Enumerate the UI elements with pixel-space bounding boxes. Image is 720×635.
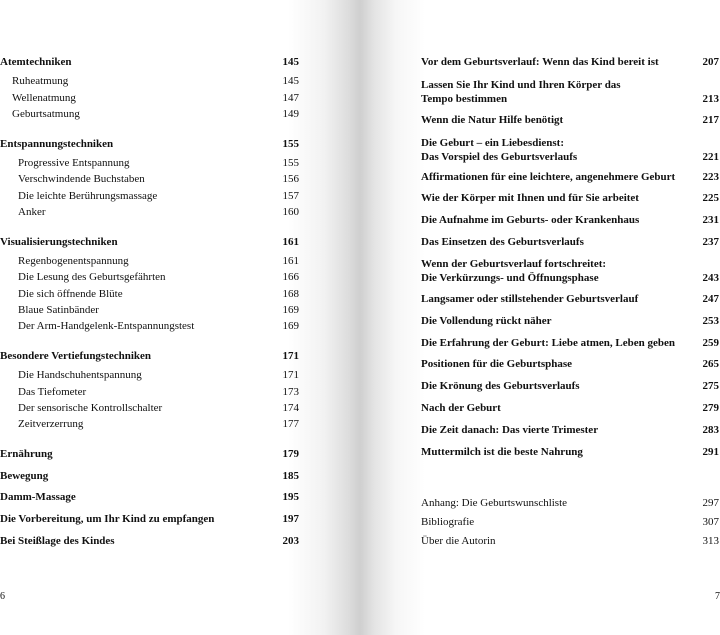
toc-title: Die Krönung des Geburtsverlaufs xyxy=(421,380,580,392)
toc-entry xyxy=(0,534,299,548)
toc-page-number: 253 xyxy=(702,315,719,327)
toc-title: Bei Steißlage des Kindes xyxy=(0,535,115,547)
toc-entry xyxy=(0,385,299,399)
toc-entry xyxy=(0,349,299,363)
toc-entry xyxy=(421,257,719,285)
toc-page-number: 213 xyxy=(702,93,719,105)
toc-title: Damm-Massage xyxy=(0,491,76,503)
toc-title: Visualisierungstechniken xyxy=(0,236,118,248)
toc-page-number: 231 xyxy=(702,214,719,226)
toc-page-number: 223 xyxy=(702,171,719,183)
toc-page-number: 166 xyxy=(282,271,299,283)
toc-entry xyxy=(421,401,719,415)
toc-page-number: 161 xyxy=(282,236,299,248)
toc-title: Der Arm-Handgelenk-Entspannungstest xyxy=(18,320,195,332)
toc-entry xyxy=(421,235,719,249)
toc-entry xyxy=(421,423,719,437)
toc-title: Progressive Entspannung xyxy=(18,157,130,169)
toc-title: Geburtsatmung xyxy=(12,108,80,120)
toc-entry xyxy=(0,319,299,333)
toc-title: Positionen für die Geburtsphase xyxy=(421,358,573,370)
right-page xyxy=(360,0,720,635)
toc-page-number: 145 xyxy=(282,75,299,87)
toc-page-number: 197 xyxy=(282,513,299,525)
toc-entry xyxy=(0,254,299,268)
toc-entry xyxy=(0,490,299,504)
toc-page-number: 174 xyxy=(282,402,299,414)
toc-entry xyxy=(0,107,299,121)
toc-page-number: 307 xyxy=(702,516,719,528)
toc-title: Verschwindende Buchstaben xyxy=(18,173,145,185)
toc-entry xyxy=(0,205,299,219)
toc-page-number: 195 xyxy=(282,491,299,503)
toc-entry xyxy=(421,191,719,205)
toc-title: Bibliografie xyxy=(421,516,475,528)
toc-entry xyxy=(0,303,299,317)
toc-title: Lassen Sie Ihr Kind und Ihren Körper das Tempo bestimmen xyxy=(421,79,621,105)
toc-entry xyxy=(0,417,299,431)
toc-title: Die Lesung des Geburtsgefährten xyxy=(18,271,166,283)
toc-title: Ernährung xyxy=(0,448,53,460)
toc-page-number: 283 xyxy=(702,424,719,436)
toc-title: Wenn die Natur Hilfe benötigt xyxy=(421,114,564,126)
toc-entry xyxy=(421,55,719,69)
toc-title: Über die Autorin xyxy=(421,535,496,547)
page-number: 7 xyxy=(715,591,720,602)
toc-entry xyxy=(0,156,299,170)
toc-page-number: 243 xyxy=(702,272,719,284)
toc-entry xyxy=(0,447,299,461)
toc-entry xyxy=(421,357,719,371)
toc-page-number: 237 xyxy=(702,236,719,248)
toc-page-number: 177 xyxy=(282,418,299,430)
toc-page-number: 291 xyxy=(702,446,719,458)
toc-entry xyxy=(421,213,719,227)
toc-page-number: 160 xyxy=(282,206,299,218)
toc-title: Zeitverzerrung xyxy=(18,418,84,430)
toc-page-number: 207 xyxy=(702,56,719,68)
toc-entry xyxy=(421,445,719,459)
toc-entry xyxy=(0,469,299,483)
page-number: 6 xyxy=(0,591,5,602)
toc-title: Die Zeit danach: Das vierte Trimester xyxy=(421,424,599,436)
toc-page-number: 156 xyxy=(282,173,299,185)
toc-page-number: 161 xyxy=(282,255,299,267)
toc-page-number: 225 xyxy=(702,192,719,204)
toc-page-number: 297 xyxy=(702,497,719,509)
toc-title: Der sensorische Kontrollschalter xyxy=(18,402,163,414)
toc-title: Die Handschuhentspannung xyxy=(18,369,142,381)
toc-entry xyxy=(421,515,719,529)
toc-page-number: 313 xyxy=(702,535,719,547)
toc-entry xyxy=(0,401,299,415)
toc-page-number: 247 xyxy=(702,293,719,305)
toc-entry xyxy=(421,113,719,127)
toc-title: Anhang: Die Geburtswunschliste xyxy=(421,497,568,509)
toc-page-number: 168 xyxy=(282,288,299,300)
toc-entry xyxy=(0,512,299,526)
toc-entry xyxy=(0,172,299,186)
toc-entry xyxy=(421,336,719,350)
toc-page-number: 145 xyxy=(282,56,299,68)
toc-title: Die Vollendung rückt näher xyxy=(421,315,552,327)
toc-title: Ruheatmung xyxy=(12,75,69,87)
toc-title: Die leichte Berührungsmassage xyxy=(18,190,158,202)
toc-entry xyxy=(421,314,719,328)
toc-title: Die sich öffnende Blüte xyxy=(18,288,123,300)
toc-page-number: 171 xyxy=(282,350,299,362)
toc-entry xyxy=(421,496,719,510)
toc-entry xyxy=(421,379,719,393)
toc-page-number: 275 xyxy=(702,380,719,392)
toc-entry xyxy=(0,137,299,151)
toc-title: Wellenatmung xyxy=(12,92,76,104)
toc-page-number: 173 xyxy=(282,386,299,398)
toc-page-number: 147 xyxy=(282,92,299,104)
toc-entry xyxy=(0,74,299,88)
toc-title: Muttermilch ist die beste Nahrung xyxy=(421,446,583,458)
toc-page-number: 169 xyxy=(282,320,299,332)
toc-title: Bewegung xyxy=(0,470,49,482)
toc-entry xyxy=(0,368,299,382)
toc-page-number: 157 xyxy=(282,190,299,202)
toc-page-number: 221 xyxy=(702,151,719,163)
toc-title: Das Einsetzen des Geburtsverlaufs xyxy=(421,236,584,248)
toc-title: Nach der Geburt xyxy=(421,402,501,414)
toc-title: Affirmationen für eine leichtere, angenehmere Geburt xyxy=(421,171,676,183)
toc-entry xyxy=(0,270,299,284)
toc-title: Wenn der Geburtsverlauf fortschreitet: Die Verkürzungs- und Öffnungsphase xyxy=(421,258,607,284)
toc-page-number: 265 xyxy=(702,358,719,370)
toc-title: Die Erfahrung der Geburt: Liebe atmen, Leben geben xyxy=(421,337,676,349)
toc-page-number: 171 xyxy=(282,369,299,381)
toc-title: Die Geburt – ein Liebesdienst: Das Vorspiel des Geburtsverlaufs xyxy=(421,137,578,163)
toc-page-number: 155 xyxy=(282,138,299,150)
toc-page-number: 217 xyxy=(702,114,719,126)
toc-title: Wie der Körper mit Ihnen und für Sie arbeitet xyxy=(421,192,639,204)
toc-entry xyxy=(0,235,299,249)
toc-entry xyxy=(421,534,719,548)
toc-page-number: 149 xyxy=(282,108,299,120)
toc-page-number: 203 xyxy=(282,535,299,547)
toc-entry xyxy=(0,55,299,69)
toc-title: Die Vorbereitung, um Ihr Kind zu empfangen xyxy=(0,513,215,525)
toc-page-number: 179 xyxy=(282,448,299,460)
toc-title: Anker xyxy=(18,206,46,218)
toc-title: Blaue Satinbänder xyxy=(18,304,99,316)
toc-title: Atemtechniken xyxy=(0,56,72,68)
toc-page-number: 155 xyxy=(282,157,299,169)
toc-entry xyxy=(0,287,299,301)
toc-entry xyxy=(421,78,719,106)
toc-page-number: 259 xyxy=(702,337,719,349)
toc-entry xyxy=(421,292,719,306)
toc-page-number: 279 xyxy=(702,402,719,414)
toc-title: Besondere Vertiefungstechniken xyxy=(0,350,152,362)
toc-entry xyxy=(0,91,299,105)
toc-title: Langsamer oder stillstehender Geburtsverlauf xyxy=(421,293,639,305)
toc-title: Das Tiefometer xyxy=(18,386,87,398)
toc-page-number: 169 xyxy=(282,304,299,316)
toc-title: Die Aufnahme im Geburts- oder Krankenhaus xyxy=(421,214,640,226)
toc-entry xyxy=(421,136,719,164)
toc-title: Entspannungstechniken xyxy=(0,138,114,150)
toc-title: Regenbogenentspannung xyxy=(18,255,129,267)
toc-entry xyxy=(421,170,719,184)
toc-title: Vor dem Geburtsverlauf: Wenn das Kind bereit ist xyxy=(421,56,659,68)
toc-entry xyxy=(0,189,299,203)
toc-page-number: 185 xyxy=(282,470,299,482)
